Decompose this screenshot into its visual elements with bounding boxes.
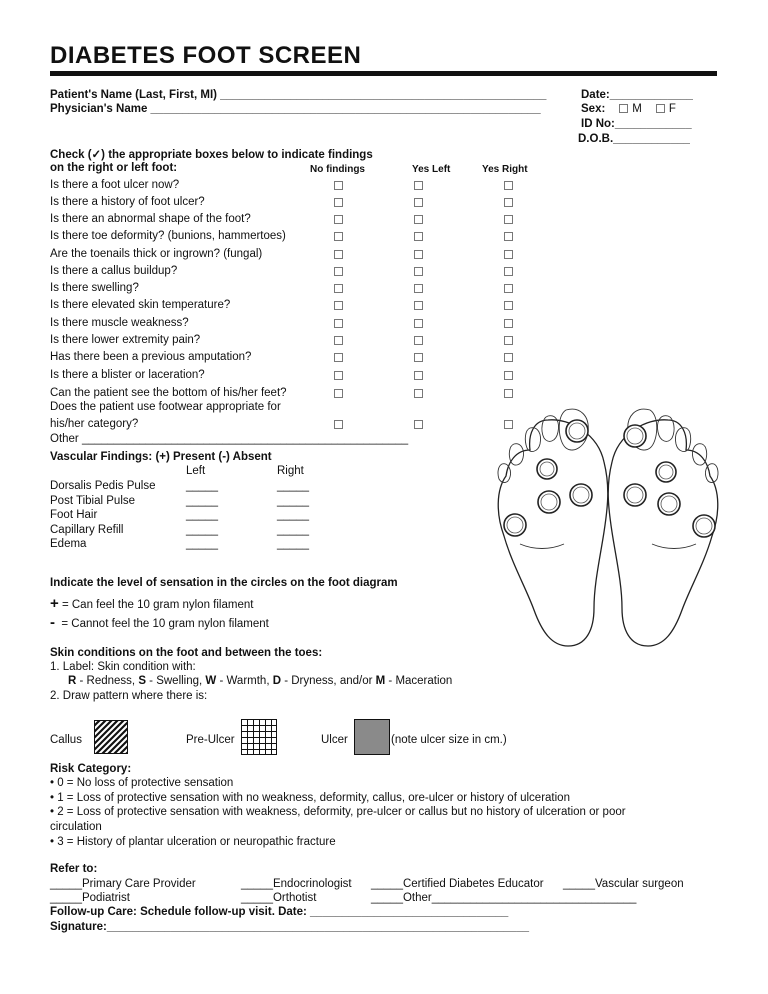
question-yes-right-checkbox[interactable]: [504, 301, 513, 310]
ulcer-label: Ulcer: [321, 734, 348, 746]
form-title: DIABETES FOOT SCREEN: [50, 42, 362, 69]
question-no-findings-checkbox[interactable]: [334, 232, 343, 241]
vascular-heading: Vascular Findings: (+) Present (-) Absent: [50, 451, 272, 463]
question-yes-right-checkbox[interactable]: [504, 336, 513, 345]
date-field[interactable]: Date:_____________: [581, 89, 693, 101]
question-yes-left-checkbox[interactable]: [414, 267, 423, 276]
question-no-findings-checkbox[interactable]: [334, 284, 343, 293]
refer-cde[interactable]: _____Certified Diabetes Educator: [371, 878, 544, 890]
sex-m-checkbox[interactable]: [619, 104, 628, 113]
footwear-question-line1: Does the patient use footwear appropriate for: [50, 401, 281, 413]
question-yes-right-checkbox[interactable]: [504, 389, 513, 398]
question-text: Is there muscle weakness?: [50, 317, 189, 329]
question-yes-left-checkbox[interactable]: [414, 389, 423, 398]
vascular-row-label: Capillary Refill: [50, 523, 124, 536]
callus-label: Callus: [50, 734, 82, 746]
question-text: Is there elevated skin temperature?: [50, 299, 231, 311]
footwear-yes-left-checkbox[interactable]: [414, 420, 423, 429]
question-text: Is there a callus buildup?: [50, 265, 178, 277]
vascular-left-blank[interactable]: _____: [186, 538, 218, 550]
vascular-right-blank[interactable]: _____: [277, 538, 309, 550]
vascular-row-label: Foot Hair: [50, 509, 98, 521]
vascular-left-blank[interactable]: _____: [186, 494, 218, 507]
sensation-heading: Indicate the level of sensation in the circles on the foot diagram: [50, 577, 398, 589]
followup-date-field[interactable]: Follow-up Care: Schedule follow-up visit. Date: _______________________________: [50, 906, 509, 918]
question-no-findings-checkbox[interactable]: [334, 181, 343, 190]
ulcer-pattern: [354, 719, 390, 755]
question-yes-left-checkbox[interactable]: [414, 353, 423, 362]
question-text: Is there a foot ulcer now?: [50, 179, 180, 191]
question-yes-right-checkbox[interactable]: [504, 215, 513, 224]
ulcer-note: (note ulcer size in cm.): [391, 734, 507, 746]
risk-heading: Risk Category:: [50, 763, 132, 775]
skin-item2: 2. Draw pattern where there is:: [50, 690, 208, 702]
refer-orthotist[interactable]: _____Orthotist: [241, 892, 317, 904]
sex-f-checkbox[interactable]: [656, 104, 665, 113]
question-yes-left-checkbox[interactable]: [414, 336, 423, 345]
skin-item1: 1. Label: Skin condition with:: [50, 661, 196, 673]
question-no-findings-checkbox[interactable]: [334, 215, 343, 224]
footwear-question-line2: his/her category?: [50, 418, 139, 430]
vascular-right-blank[interactable]: _____: [277, 480, 309, 492]
question-no-findings-checkbox[interactable]: [334, 301, 343, 310]
vascular-right-blank[interactable]: _____: [277, 523, 309, 536]
question-text: Is there swelling?: [50, 282, 139, 294]
other-field[interactable]: Other ___________________________________________________: [50, 433, 409, 445]
question-yes-right-checkbox[interactable]: [504, 353, 513, 362]
id-field[interactable]: ID No:____________: [581, 118, 692, 130]
question-text: Is there lower extremity pain?: [50, 334, 201, 346]
vascular-col-right: Right: [277, 465, 304, 477]
question-yes-right-checkbox[interactable]: [504, 267, 513, 276]
vascular-left-blank[interactable]: _____: [186, 523, 218, 536]
question-yes-right-checkbox[interactable]: [504, 181, 513, 190]
footwear-no-findings-checkbox[interactable]: [334, 420, 343, 429]
signature-field[interactable]: Signature:__________________________________________________________________: [50, 921, 529, 933]
question-no-findings-checkbox[interactable]: [334, 389, 343, 398]
vascular-left-blank[interactable]: _____: [186, 480, 218, 492]
question-yes-right-checkbox[interactable]: [504, 319, 513, 328]
question-no-findings-checkbox[interactable]: [334, 319, 343, 328]
preulcer-pattern: [241, 719, 277, 755]
sex-field: [581, 103, 676, 115]
check-intro-1: Check (✓) the appropriate boxes below to indicate findings: [50, 149, 373, 161]
question-text: Is there toe deformity? (bunions, hammertoes): [50, 230, 286, 242]
question-no-findings-checkbox[interactable]: [334, 250, 343, 259]
physician-name-field[interactable]: Physician's Name _____________________________________________________________: [50, 103, 541, 115]
sex-label: Sex:: [581, 103, 606, 115]
col-yes-right: Yes Right: [482, 164, 528, 175]
question-yes-left-checkbox[interactable]: [414, 301, 423, 310]
plus-symbol: +: [50, 595, 59, 612]
question-text: Can the patient see the bottom of his/her feet?: [50, 387, 287, 399]
question-yes-left-checkbox[interactable]: [414, 198, 423, 207]
risk-item: • 3 = History of plantar ulceration or neuropathic fracture: [50, 835, 336, 848]
question-no-findings-checkbox[interactable]: [334, 371, 343, 380]
question-yes-left-checkbox[interactable]: [414, 215, 423, 224]
col-yes-left: Yes Left: [412, 164, 451, 175]
question-yes-left-checkbox[interactable]: [414, 284, 423, 293]
question-yes-left-checkbox[interactable]: [414, 371, 423, 380]
vascular-left-blank[interactable]: _____: [186, 509, 218, 521]
sensation-minus-row: [50, 614, 269, 631]
dob-field[interactable]: D.O.B.____________: [578, 133, 690, 145]
title-rule: [50, 71, 717, 76]
question-text: Is there an abnormal shape of the foot?: [50, 213, 251, 225]
refer-podiatrist[interactable]: _____Podiatrist: [50, 892, 130, 904]
question-text: Are the toenails thick or ingrown? (fungal): [50, 248, 263, 260]
minus-text: = Cannot feel the 10 gram nylon filament: [61, 618, 269, 630]
check-intro-2: on the right or left foot:: [50, 162, 178, 174]
question-yes-right-checkbox[interactable]: [504, 232, 513, 241]
risk-item: • 0 = No loss of protective sensation: [50, 777, 234, 789]
question-no-findings-checkbox[interactable]: [334, 267, 343, 276]
foot-diagram: [490, 404, 730, 650]
sex-f-label: F: [668, 103, 676, 115]
sensation-plus-row: [50, 595, 253, 612]
risk-item: circulation: [50, 821, 102, 834]
risk-item: • 1 = Loss of protective sensation with no weakness, deformity, callus, ore-ulcer or history of ulceration: [50, 791, 570, 804]
sex-m-label: M: [632, 103, 642, 115]
question-no-findings-checkbox[interactable]: [334, 353, 343, 362]
refer-primary-care[interactable]: _____Primary Care Provider: [50, 878, 196, 890]
question-no-findings-checkbox[interactable]: [334, 336, 343, 345]
vascular-col-left: Left: [186, 465, 206, 477]
question-yes-right-checkbox[interactable]: [504, 198, 513, 207]
risk-item: • 2 = Loss of protective sensation with weakness, deformity, pre-ulcer or callus but no history of ulceration or poor: [50, 806, 626, 819]
question-yes-left-checkbox[interactable]: [414, 250, 423, 259]
preulcer-label: Pre-Ulcer: [186, 734, 235, 746]
question-yes-right-checkbox[interactable]: [504, 284, 513, 293]
question-yes-left-checkbox[interactable]: [414, 232, 423, 241]
refer-heading: Refer to:: [50, 863, 98, 875]
vascular-row-label: Post Tibial Pulse: [50, 494, 136, 507]
vascular-right-blank[interactable]: _____: [277, 509, 309, 521]
question-text: Is there a history of foot ulcer?: [50, 196, 205, 208]
question-text: Has there been a previous amputation?: [50, 351, 252, 363]
refer-vascular-surgeon[interactable]: _____Vascular surgeon: [563, 878, 684, 890]
question-yes-left-checkbox[interactable]: [414, 319, 423, 328]
question-no-findings-checkbox[interactable]: [334, 198, 343, 207]
question-yes-left-checkbox[interactable]: [414, 181, 423, 190]
patient-name-field[interactable]: Patient's Name (Last, First, MI) ___________________________________________________: [50, 89, 547, 101]
vascular-right-blank[interactable]: _____: [277, 494, 309, 507]
question-yes-right-checkbox[interactable]: [504, 371, 513, 380]
callus-pattern: [94, 720, 128, 754]
question-text: Is there a blister or laceration?: [50, 369, 205, 381]
question-yes-right-checkbox[interactable]: [504, 250, 513, 259]
vascular-row-label: Dorsalis Pedis Pulse: [50, 480, 156, 492]
col-no-findings: No findings: [310, 164, 365, 175]
plus-text: = Can feel the 10 gram nylon filament: [61, 599, 254, 611]
vascular-row-label: Edema: [50, 538, 87, 550]
skin-codes: R - Redness, S - Swelling, W - Warmth, D - Dryness, and/or M - Maceration: [68, 675, 453, 687]
refer-other[interactable]: _____Other________________________________: [371, 892, 637, 904]
skin-heading: Skin conditions on the foot and between the toes:: [50, 647, 323, 659]
minus-symbol: -: [50, 614, 55, 631]
refer-endocrinologist[interactable]: _____Endocrinologist: [241, 878, 352, 890]
